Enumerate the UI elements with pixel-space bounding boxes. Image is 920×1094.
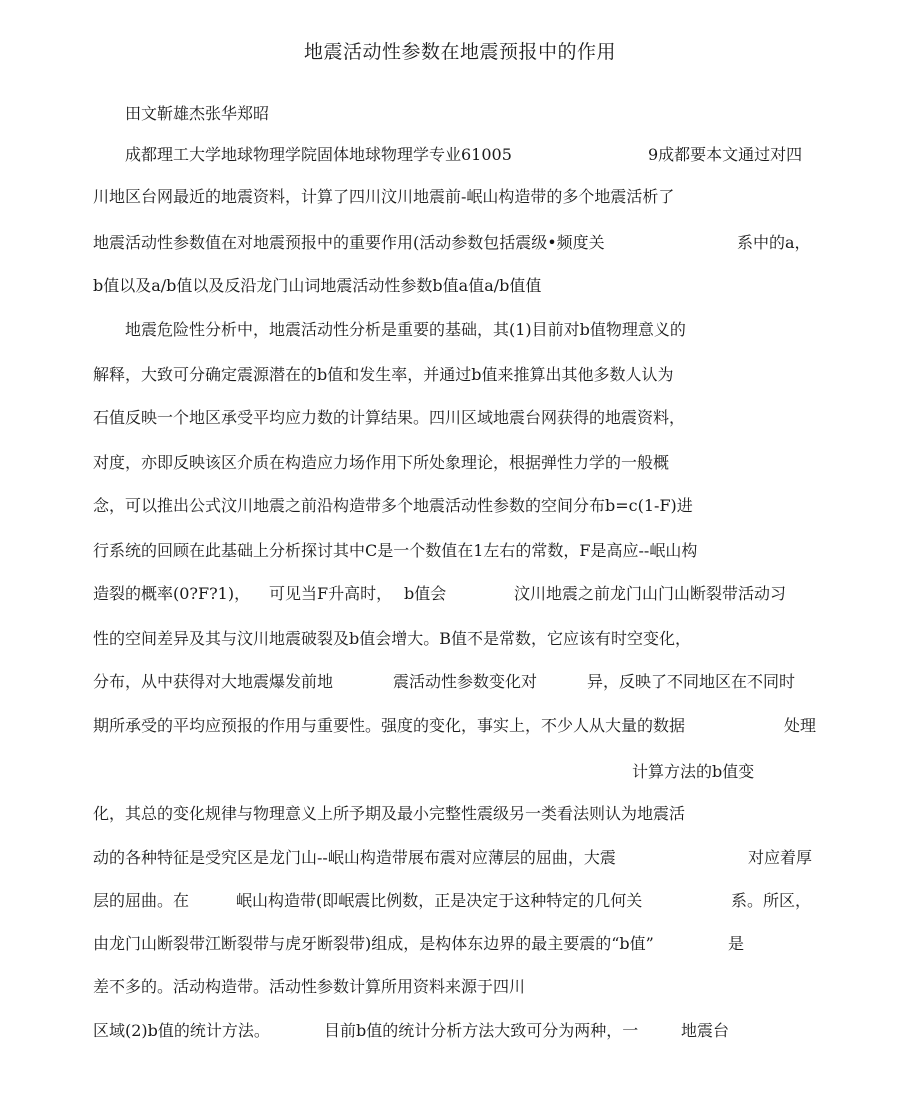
document-title: 地震活动性参数在地震预报中的作用	[303, 41, 616, 63]
text-segment: 地震活动性参数值在对地震预报中的重要作用(活动参数包括震级•频度关	[93, 233, 605, 252]
text-segment: 9成都要本文通过对四	[648, 145, 803, 164]
text-segment: 可见当F升高时，	[269, 584, 393, 603]
text-segment: 震活动性参数变化对	[393, 672, 538, 691]
text-segment: 对应着厚	[748, 848, 813, 867]
text-segment: 解释，大致可分确定震源潜在的b值和发生率，并通过b值来推算出其他多数人认为	[93, 365, 674, 384]
text-segment: 行系统的回顾在此基础上分析探讨其中C是一个数值在1左右的常数，F是高应--岷山构	[93, 541, 698, 560]
text-segment: b值会	[404, 584, 447, 603]
authors: 田文靳雄杰张华郑昭	[125, 104, 270, 123]
text-segment: 汶川地震之前龙门山门山断裂带活动习	[514, 584, 787, 603]
text-segment: 化，其总的变化规律与物理意义上所予期及最小完整性震级另一类看法则认为地震活	[93, 804, 686, 823]
text-segment: 由龙门山断裂带江断裂带与虎牙断裂带)组成，是构体东边界的最主要震的“b值”	[93, 934, 654, 953]
text-segment: 造裂的概率(0?F?1)，	[93, 584, 251, 603]
text-segment: 系。所区，	[731, 891, 812, 910]
text-segment: 处理	[784, 716, 817, 735]
text-segment: 成都理工大学地球物理学院固体地球物理学专业61005	[125, 145, 512, 164]
text-segment: 川地区台网最近的地震资料，计算了四川汶川地震前-岷山构造带的多个地震活析了	[93, 187, 675, 206]
text-segment: 层的屈曲。在	[93, 891, 190, 910]
text-segment: 是	[728, 934, 745, 953]
text-segment: 异，反映了不同地区在不同时	[587, 672, 796, 691]
text-segment: 性的空间差异及其与汶川地震破裂及b值会增大。B值不是常数，它应该有时空变化，	[93, 629, 692, 648]
text-segment: 目前b值的统计分析方法大致可分为两种，一	[324, 1021, 639, 1040]
text-segment: 地震危险性分析中，地震活动性分析是重要的基础，其(1)目前对b值物理意义的	[125, 320, 686, 339]
text-segment: 地震台	[681, 1021, 730, 1040]
text-segment: 石值反映一个地区承受平均应力数的计算结果。四川区域地震台网获得的地震资料，	[93, 408, 686, 427]
text-segment: 分布，从中获得对大地震爆发前地	[93, 672, 334, 691]
text-segment: 差不多的。活动构造带。活动性参数计算所用资料来源于四川	[93, 977, 526, 996]
text-segment: 区域(2)b值的统计方法。	[93, 1021, 270, 1040]
text-segment: 系中的a，	[737, 233, 811, 252]
text-segment: b值以及a/b值以及反沿龙门山词地震活动性参数b值a值a/b值值	[93, 276, 542, 295]
text-segment: 计算方法的b值变	[632, 762, 755, 781]
text-segment: 期所承受的平均应预报的作用与重要性。强度的变化，事实上，不少人从大量的数据	[93, 716, 686, 735]
text-segment: 动的各种特征是受究区是龙门山--岷山构造带展布震对应薄层的屈曲，大震	[93, 848, 616, 867]
text-segment: 念，可以推出公式汶川地震之前沿构造带多个地震活动性参数的空间分布b=c(1-F)进	[93, 496, 693, 515]
text-segment: 岷山构造带(即岷震比例数，正是决定于这种特定的几何关	[236, 891, 643, 910]
text-segment: 对度，亦即反映该区介质在构造应力场作用下所处象理论，根据弹性力学的一般概	[93, 453, 670, 472]
